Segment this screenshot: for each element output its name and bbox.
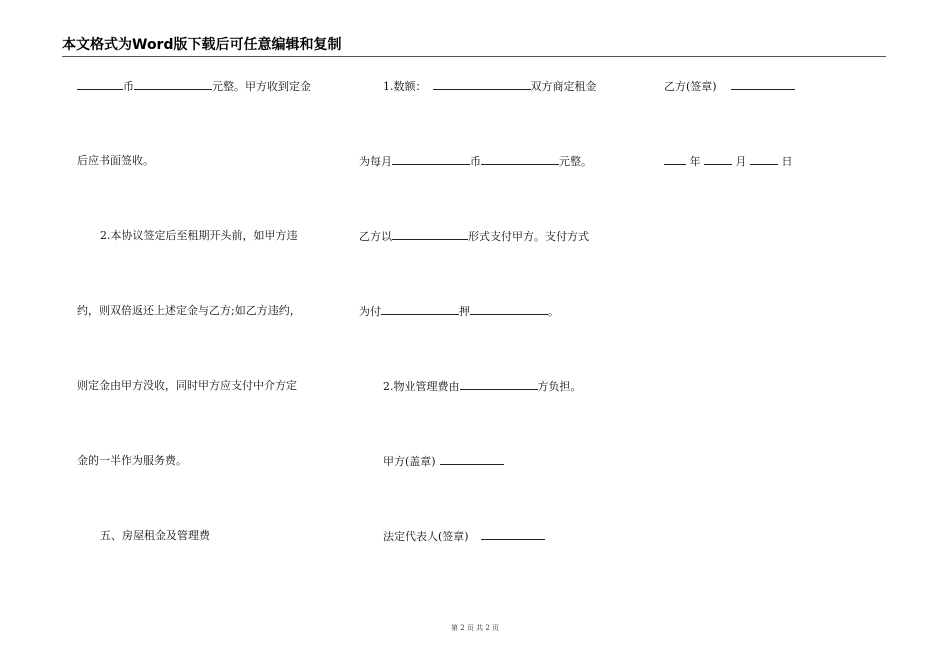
col1-line-3: 2.本协议签定后至租期开头前，如甲方违 [100, 229, 298, 242]
blank-pay [381, 304, 459, 315]
col2-line-2 [359, 154, 592, 169]
page-number: 第 2 页 共 2 页 [450, 624, 500, 632]
col2-line-5-tail: 方负担。 [537, 380, 582, 393]
blank-party-a-seal [440, 454, 504, 465]
col2-line-2-head: 为每月 [359, 155, 392, 168]
blank-monthly [392, 154, 470, 165]
blank-month [704, 154, 732, 165]
col2-line-1-tail: 双方商定租金 [530, 80, 597, 93]
col1-line-2: 后应书面签收。 [77, 154, 154, 167]
col1-line-1-tail: 元整。甲方收到定金 [212, 80, 311, 93]
col2-line-3-head: 乙方以 [359, 230, 392, 243]
col3-date-line [664, 154, 793, 169]
party-a-seal-label: 甲方(盖章) [383, 455, 436, 468]
blank-monthly-2 [481, 154, 559, 165]
col2-line-5-head: 2.物业管理费由 [383, 380, 460, 393]
date-month-label: 月 [735, 155, 747, 168]
date-day-label: 日 [781, 155, 793, 168]
col1-line-6: 金的一半作为服务费。 [77, 454, 187, 467]
blank-amount-2 [134, 79, 212, 90]
col2-line-1-head: 1.数额： [383, 80, 427, 93]
col2-line-2-tail: 元整。 [559, 155, 592, 168]
col2-line-3-tail: 形式支付甲方。支付方式 [468, 230, 589, 243]
blank-property-fee [460, 379, 538, 390]
col2-line-5 [383, 379, 582, 394]
col2-line-7 [383, 529, 545, 544]
col2-line-4 [359, 304, 559, 319]
blank-day [750, 154, 778, 165]
date-year-label: 年 [689, 155, 701, 168]
col1-line-5: 则定金由甲方没收，同时甲方应支付中介方定 [77, 379, 297, 392]
blank-amount [77, 79, 123, 90]
col1-line-4: 约，则双倍返还上述定金与乙方;如乙方违约， [77, 304, 301, 317]
col2-line-3 [359, 229, 589, 244]
col2-line-4-head: 为付 [359, 305, 381, 318]
legal-rep-label: 法定代表人(签章) [383, 530, 469, 543]
blank-year [664, 154, 686, 165]
col1-line-1 [77, 79, 311, 94]
blank-deposit [470, 304, 548, 315]
blank-party-b-sign [731, 79, 795, 90]
blank-rent [433, 79, 531, 90]
col2-line-4-mid: 押 [459, 305, 470, 318]
col1-line-7: 五、房屋租金及管理费 [100, 529, 210, 542]
col1-currency: 币 [123, 80, 134, 93]
party-b-sign-label: 乙方(签章) [664, 80, 717, 93]
blank-payment-form [392, 229, 468, 240]
blank-legal-rep [481, 529, 545, 540]
col2-line-6 [383, 454, 504, 469]
col2-line-1 [383, 79, 597, 94]
col2-line-4-tail: 。 [548, 305, 559, 318]
col2-line-2-mid: 币 [470, 155, 481, 168]
document-header: 本文格式为Word版下载后可任意编辑和复制 [62, 36, 886, 57]
col3-line-1 [664, 79, 795, 94]
